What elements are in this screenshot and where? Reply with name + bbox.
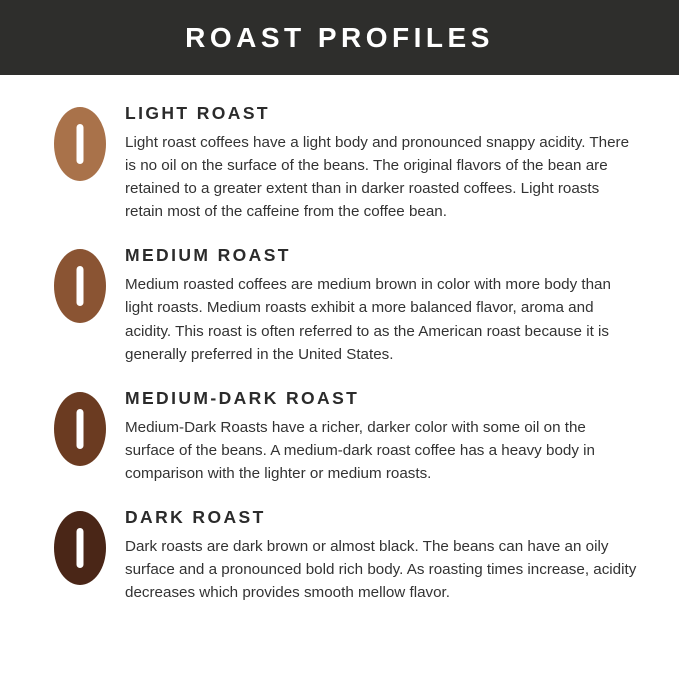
roast-text-block	[125, 505, 639, 604]
roast-title: DARK ROAST	[125, 507, 266, 528]
bean-crease	[77, 266, 84, 306]
roast-description: Light roast coffees have a light body and pronounced snappy acidity. There is no oil on the surface of the beans. The original flavors of the bean are retained to a greater extent than in darker roasted coffees. Light roasts retain most of the caffeine from the coffee bean.	[125, 134, 630, 221]
roast-text-block	[125, 386, 639, 485]
roast-title: MEDIUM ROAST	[125, 245, 291, 266]
list-item	[35, 505, 639, 604]
roast-description: Medium roasted coffees are medium brown in color with more body than light roasts. Medium roasts exhibit a more balanced flavor, aroma and acidity. This roast is often referred to as the American roast because it is generally preferred in the United States.	[125, 276, 611, 363]
bean-icon-wrap	[35, 386, 125, 466]
bean-crease	[77, 528, 84, 568]
roast-title: MEDIUM-DARK ROAST	[125, 387, 360, 408]
page-title: ROAST PROFILES	[185, 21, 494, 53]
roast-title: LIGHT ROAST	[125, 103, 271, 123]
header-bar	[0, 0, 679, 75]
roast-description: Medium-Dark Roasts have a richer, darker color with some oil on the surface of the beans. A medium-dark roast coffee has a heavy body in comparison with the lighter or medium roasts.	[125, 418, 595, 482]
coffee-bean-icon	[54, 392, 106, 466]
roast-text-block	[125, 101, 639, 223]
bean-icon-wrap	[35, 101, 125, 181]
bean-icon-wrap	[35, 505, 125, 585]
coffee-bean-icon	[54, 107, 106, 181]
bean-crease	[77, 409, 84, 449]
coffee-bean-icon	[54, 511, 106, 585]
list-item	[35, 243, 639, 365]
coffee-bean-icon	[54, 249, 106, 323]
bean-crease	[77, 124, 84, 164]
roast-text-block	[125, 243, 639, 365]
roast-description: Dark roasts are dark brown or almost black. The beans can have an oily surface and a pronounced bold rich body. As roasting times increase, acidity decreases which provides smooth mellow flavor.	[125, 538, 637, 602]
list-item	[35, 386, 639, 485]
roast-list	[0, 75, 679, 604]
list-item	[35, 101, 639, 223]
bean-icon-wrap	[35, 243, 125, 323]
